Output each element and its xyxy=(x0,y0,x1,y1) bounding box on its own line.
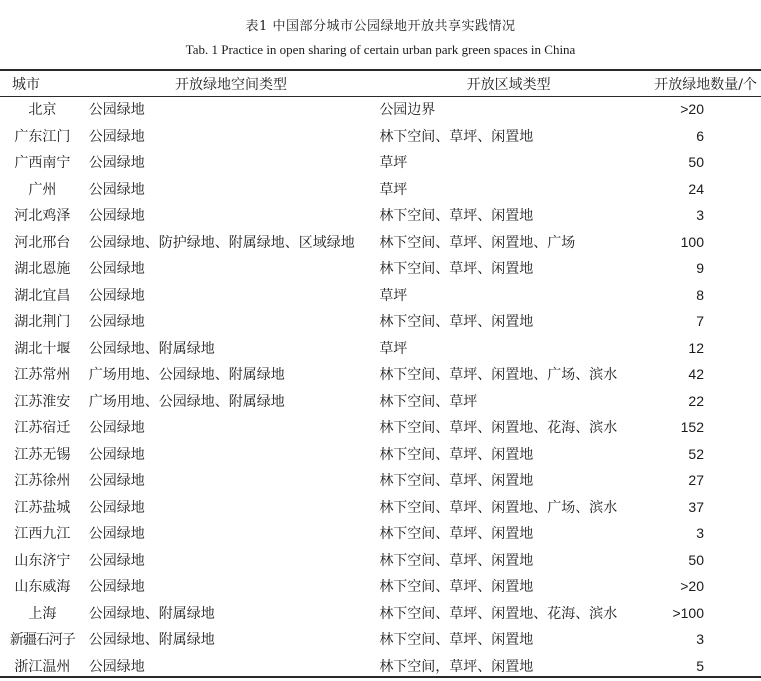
cell-city: 湖北荆门 xyxy=(14,314,71,331)
cell-area-type: 林下空间、草坪、闲置地 xyxy=(379,314,534,331)
table-row xyxy=(0,414,761,441)
cell-count: 3 xyxy=(696,525,704,542)
table-row xyxy=(0,653,761,680)
table-caption-english: Tab. 1 Practice in open sharing of certain urban park green spaces in China xyxy=(185,42,576,57)
cell-count: 52 xyxy=(688,445,704,462)
cell-city: 江苏无锡 xyxy=(14,446,71,463)
cell-count: >20 xyxy=(680,578,704,595)
cell-space-type: 公园绿地、防护绿地、附属绿地、区域绿地 xyxy=(88,234,355,251)
cell-space-type: 公园绿地 xyxy=(88,181,145,198)
cell-count: >20 xyxy=(680,101,704,118)
cell-count: 8 xyxy=(696,286,704,303)
cell-space-type: 公园绿地 xyxy=(88,314,145,331)
header-row xyxy=(0,71,761,96)
cell-count: 100 xyxy=(680,233,704,250)
table-row xyxy=(0,494,761,521)
table-row xyxy=(0,149,761,176)
green-space-table xyxy=(0,71,761,679)
table-row xyxy=(0,96,761,123)
cell-area-type: 林下空间，草坪、闲置地 xyxy=(379,658,534,675)
header-area-type: 开放区域类型 xyxy=(466,76,551,93)
cell-space-type: 公园绿地 xyxy=(88,526,145,543)
cell-space-type: 公园绿地 xyxy=(88,102,145,119)
cell-area-type: 林下空间、草坪、闲置地、广场 xyxy=(379,234,576,251)
cell-city: 新疆石河子 xyxy=(9,632,75,649)
cell-space-type: 公园绿地 xyxy=(88,261,145,278)
cell-count: 152 xyxy=(680,419,704,436)
cell-space-type: 公园绿地、附属绿地 xyxy=(88,605,215,622)
cell-city: 河北鸡泽 xyxy=(14,208,71,225)
cell-area-type: 林下空间、草坪、闲置地 xyxy=(379,128,534,145)
cell-area-type: 林下空间、草坪 xyxy=(379,393,478,410)
table-row xyxy=(0,600,761,627)
cell-city: 江苏宿迁 xyxy=(14,420,71,437)
cell-space-type: 公园绿地 xyxy=(88,552,145,569)
table-caption-chinese: 表1 中国部分城市公园绿地开放共享实践情况 xyxy=(245,19,516,34)
cell-area-type: 林下空间、草坪、闲置地、花海、滨水 xyxy=(379,420,618,437)
table-body xyxy=(0,96,761,679)
cell-count: 37 xyxy=(688,498,704,515)
cell-count: 9 xyxy=(696,260,704,277)
table-row xyxy=(0,123,761,150)
cell-city: 广东江门 xyxy=(14,128,71,145)
cell-count: 50 xyxy=(688,551,704,568)
cell-space-type: 公园绿地、附属绿地 xyxy=(88,632,215,649)
cell-area-type: 林下空间、草坪、闲置地 xyxy=(379,632,534,649)
cell-area-type: 林下空间、草坪、闲置地 xyxy=(379,526,534,543)
cell-space-type: 公园绿地 xyxy=(88,579,145,596)
cell-city: 湖北宜昌 xyxy=(14,287,71,304)
table-row xyxy=(0,573,761,600)
header-count: 开放绿地数量/个 xyxy=(654,76,757,93)
cell-area-type: 林下空间、草坪、闲置地 xyxy=(379,446,534,463)
cell-count: 3 xyxy=(696,207,704,224)
cell-space-type: 公园绿地 xyxy=(88,420,145,437)
table-row xyxy=(0,229,761,256)
header-space-type: 开放绿地空间类型 xyxy=(175,76,288,93)
table-row xyxy=(0,282,761,309)
table-row xyxy=(0,467,761,494)
table-row xyxy=(0,176,761,203)
cell-count: 42 xyxy=(688,366,704,383)
table-row xyxy=(0,361,761,388)
cell-city: 山东济宁 xyxy=(14,552,71,569)
cell-area-type: 林下空间、草坪、闲置地 xyxy=(379,552,534,569)
cell-city: 广西南宁 xyxy=(14,155,71,172)
cell-city: 江苏盐城 xyxy=(14,499,71,516)
cell-space-type: 公园绿地 xyxy=(88,473,145,490)
cell-space-type: 公园绿地 xyxy=(88,287,145,304)
table-row xyxy=(0,202,761,229)
cell-space-type: 公园绿地 xyxy=(88,499,145,516)
cell-space-type: 公园绿地 xyxy=(88,658,145,675)
table-row xyxy=(0,520,761,547)
cell-space-type: 公园绿地、附属绿地 xyxy=(88,340,215,357)
cell-count: 22 xyxy=(688,392,704,409)
cell-city: 北京 xyxy=(28,102,57,119)
cell-city: 广州 xyxy=(28,181,57,198)
cell-area-type: 公园边界 xyxy=(379,102,436,119)
cell-space-type: 公园绿地 xyxy=(88,446,145,463)
cell-city: 江苏淮安 xyxy=(14,393,71,410)
cell-city: 江苏徐州 xyxy=(14,473,71,490)
cell-space-type: 广场用地、公园绿地、附属绿地 xyxy=(88,393,285,410)
cell-count: 24 xyxy=(688,180,704,197)
table-row xyxy=(0,255,761,282)
cell-count: 27 xyxy=(688,472,704,489)
cell-count: 3 xyxy=(696,631,704,648)
cell-count: 6 xyxy=(696,127,704,144)
table-row xyxy=(0,335,761,362)
header-city: 城市 xyxy=(12,76,40,93)
cell-city: 上海 xyxy=(28,605,57,622)
cell-area-type: 林下空间、草坪、闲置地 xyxy=(379,579,534,596)
cell-count: 50 xyxy=(688,154,704,171)
cell-city: 湖北十堰 xyxy=(14,340,71,357)
cell-count: 12 xyxy=(688,339,704,356)
table-row xyxy=(0,308,761,335)
cell-area-type: 草坪 xyxy=(379,181,408,198)
cell-area-type: 草坪 xyxy=(379,287,408,304)
table-row xyxy=(0,626,761,653)
cell-area-type: 林下空间、草坪、闲置地 xyxy=(379,473,534,490)
cell-city: 浙江温州 xyxy=(14,658,71,675)
cell-area-type: 林下空间、草坪、闲置地、广场、滨水 xyxy=(379,499,618,516)
cell-city: 江苏常州 xyxy=(14,367,71,384)
cell-area-type: 草坪 xyxy=(379,155,408,172)
cell-city: 河北邢台 xyxy=(14,234,71,251)
cell-city: 湖北恩施 xyxy=(14,261,71,278)
cell-area-type: 草坪 xyxy=(379,340,408,357)
cell-space-type: 公园绿地 xyxy=(88,155,145,172)
cell-city: 江西九江 xyxy=(14,526,71,543)
table-row xyxy=(0,388,761,415)
cell-space-type: 公园绿地 xyxy=(88,128,145,145)
cell-space-type: 广场用地、公园绿地、附属绿地 xyxy=(88,367,285,384)
cell-space-type: 公园绿地 xyxy=(88,208,145,225)
cell-area-type: 林下空间、草坪、闲置地 xyxy=(379,261,534,278)
cell-count: 7 xyxy=(696,313,704,330)
table-row xyxy=(0,441,761,468)
cell-city: 山东威海 xyxy=(14,579,71,596)
cell-area-type: 林下空间、草坪、闲置地、广场、滨水 xyxy=(379,367,618,384)
cell-area-type: 林下空间、草坪、闲置地 xyxy=(379,208,534,225)
cell-area-type: 林下空间、草坪、闲置地、花海、滨水 xyxy=(379,605,618,622)
cell-count: >100 xyxy=(672,604,704,621)
table-row xyxy=(0,547,761,574)
cell-count: 5 xyxy=(696,657,704,674)
